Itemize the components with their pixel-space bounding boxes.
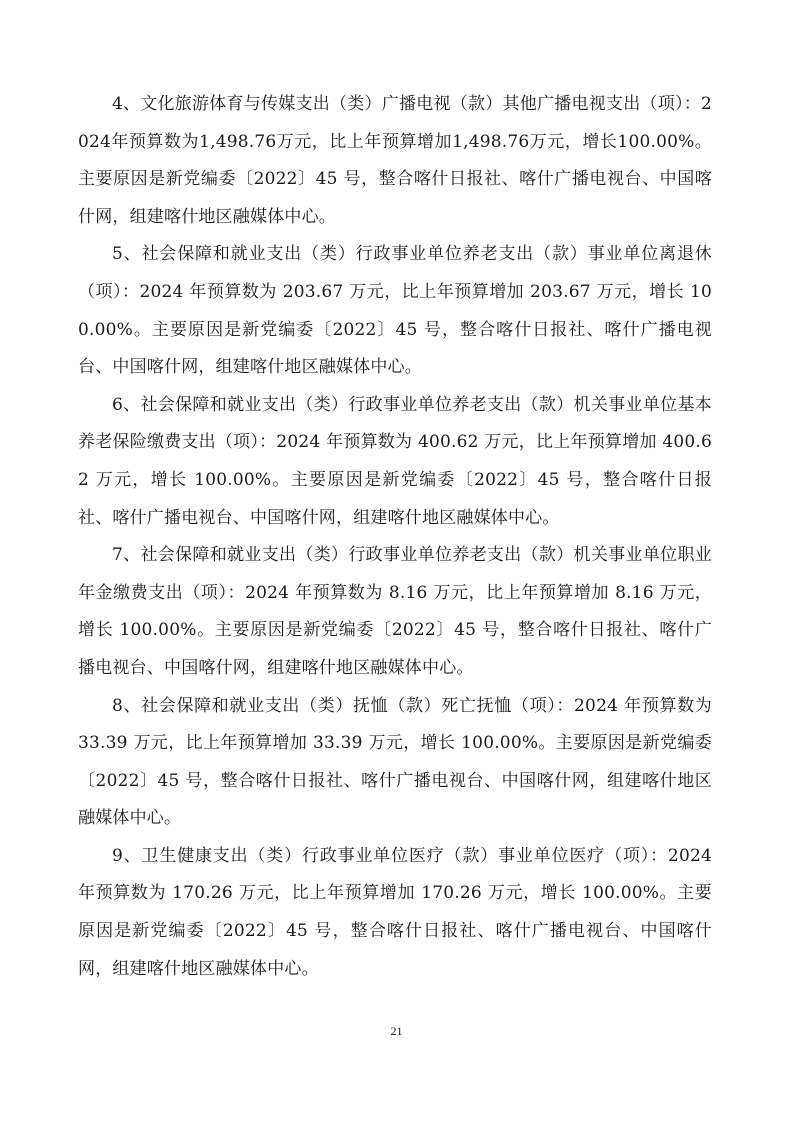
document-body (78, 86, 712, 988)
paragraph-item-9: 9、卫生健康支出（类）行政事业单位医疗（款）事业单位医疗（项）：2024 年预算数为 170.26 万元，比上年预算增加 170.26 万元，增长 100.00%。主要原因是新党编委〔2022〕45 号，整合喀什日报社、喀什广播电视台、中国喀什网，组建喀什地区融媒体中心。 (78, 845, 712, 979)
paragraph-item-5: 5、社会保障和就业支出（类）行政事业单位养老支出（款）事业单位离退休（项）：2024 年预算数为 203.67 万元，比上年预算增加 203.67 万元，增长 100.00%。主要原因是新党编委〔2022〕45 号，整合喀什日报社、喀什广播电视台、中国喀什网，组建喀什地区融媒体中心。 (78, 244, 712, 378)
paragraph-item-7: 7、社会保障和就业支出（类）行政事业单位养老支出（款）机关事业单位职业年金缴费支出（项）：2024 年预算数为 8.16 万元，比上年预算增加 8.16 万元，增长 100.00%。主要原因是新党编委〔2022〕45 号，整合喀什日报社、喀什广播电视台、中国喀什网，组建喀什地区融媒体中心。 (78, 545, 712, 678)
paragraph-item-8: 8、社会保障和就业支出（类）抚恤（款）死亡抚恤（项）：2024 年预算数为 33.39 万元，比上年预算增加 33.39 万元，增长 100.00%。主要原因是新党编委〔2022〕45 号，整合喀什日报社、喀什广播电视台、中国喀什网，组建喀什地区融媒体中心。 (78, 695, 712, 829)
paragraph-item-4: 4、文化旅游体育与传媒支出（类）广播电视（款）其他广播电视支出（项）：2024年预算数为1,498.76万元，比上年预算增加1,498.76万元，增长100.00%。主要原因是新党编委〔2022〕45 号，整合喀什日报社、喀什广播电视台、中国喀什网，组建喀什地区融媒体中心。 (78, 94, 712, 227)
page-number: 21 (390, 1024, 403, 1038)
paragraph-item-6: 6、社会保障和就业支出（类）行政事业单位养老支出（款）机关事业单位基本养老保险缴费支出（项）：2024 年预算数为 400.62 万元，比上年预算增加 400.62 万元，增长 100.00%。主要原因是新党编委〔2022〕45 号，整合喀什日报社、喀什广播电视台、中国喀什网，组建喀什地区融媒体中心。 (78, 394, 712, 528)
